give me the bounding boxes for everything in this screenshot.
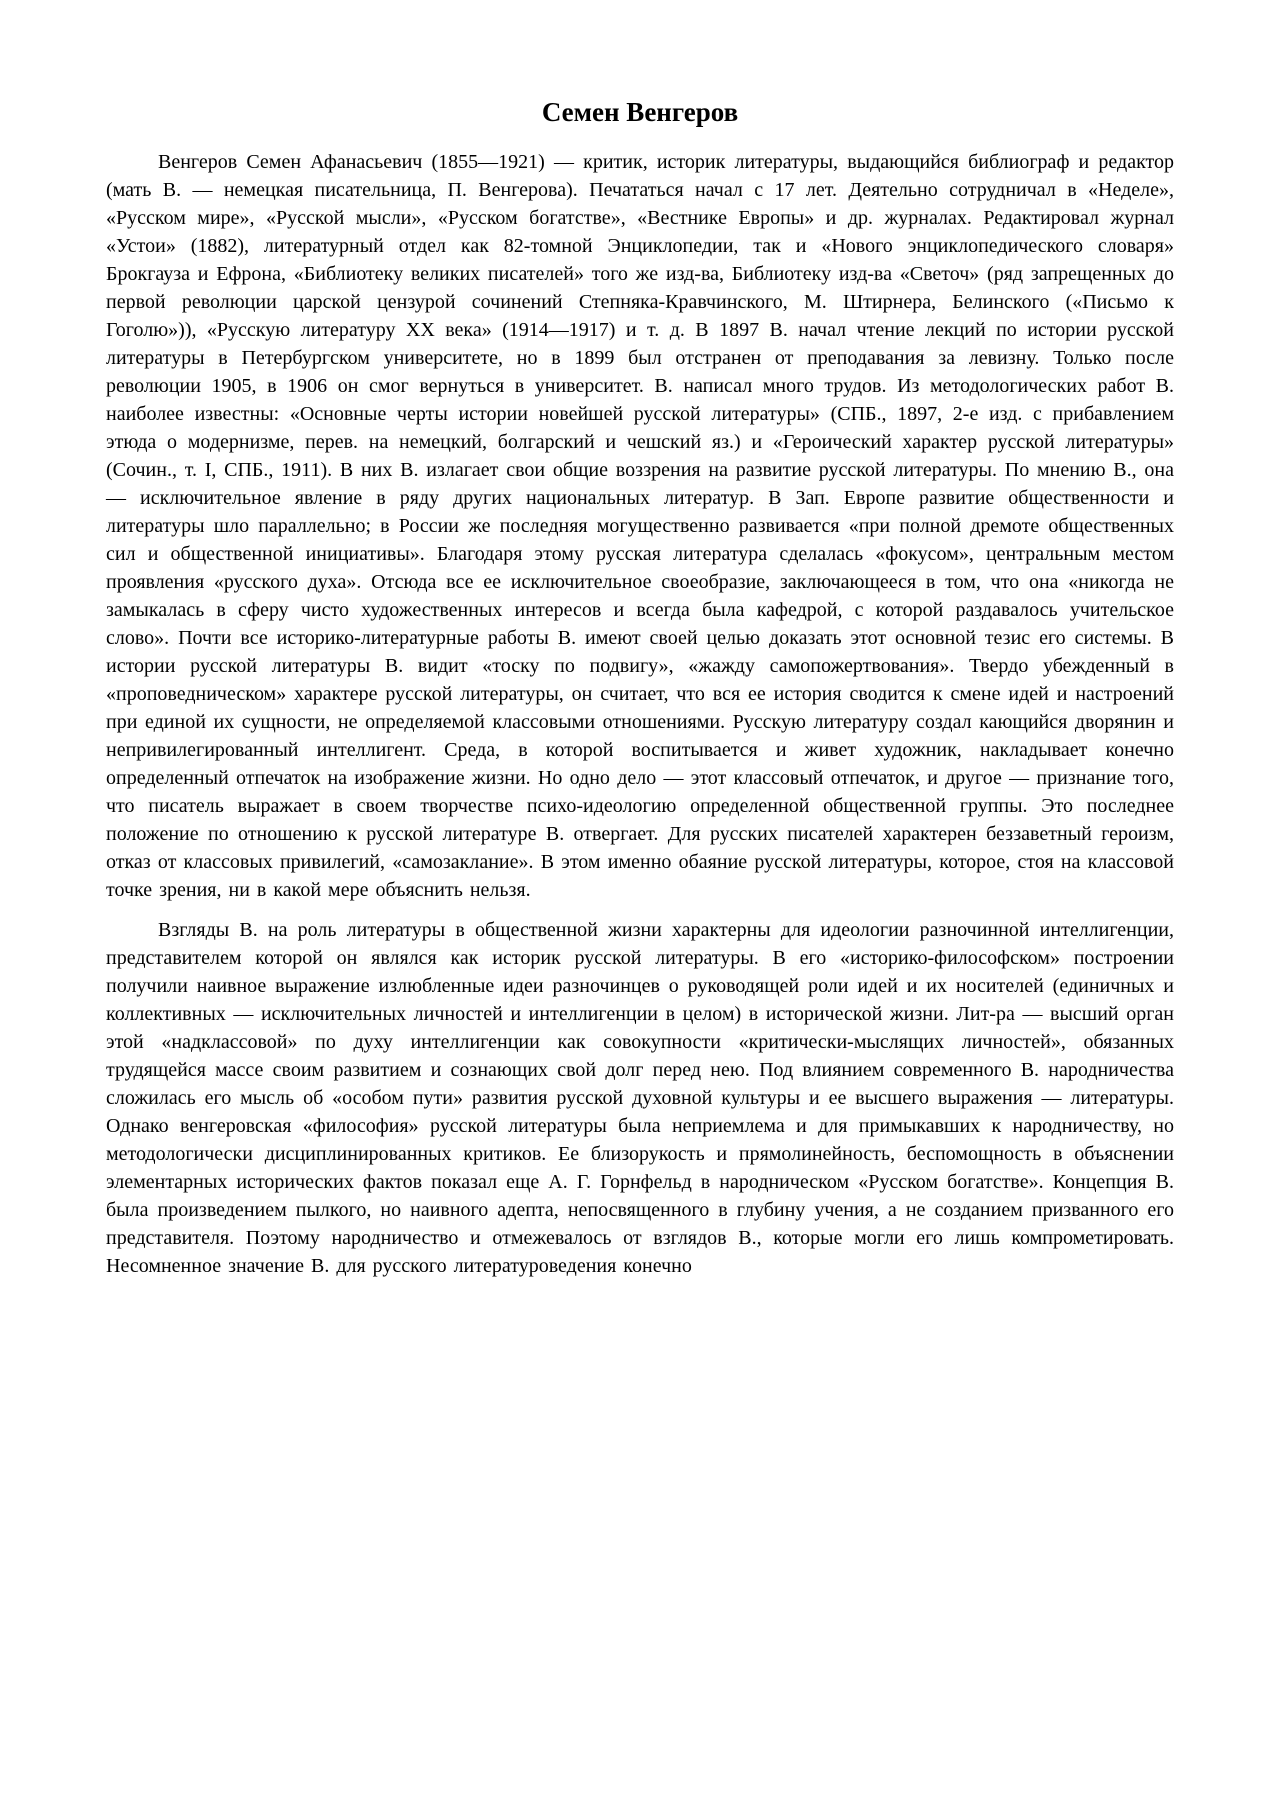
page-title: Семен Венгеров [541,97,739,127]
paragraph-biography: Венгеров Семен Афанасьевич (1855—1921) — критик, историк литературы, выдающийся библиограф и редактор (мать В. — немецкая писательница, П. Венгерова). Печататься начал с 17 лет. Деятельно сотрудничал в «Неделе», «Русском мире», «Русской мысли», «Русском богатстве», «Вестнике Европы» и др. журналах. Редактировал журнал «Устои» (1882), литературный отдел как 82-томной Энциклопедии, так и «Нового энциклопедического словаря» Брокгауза и Ефрона, «Библиотеку великих писателей» того же изд-ва, Библиотеку изд-ва «Светоч» (ряд запрещенных до первой революции царской цензурой сочинений Степняка-Кравчинского, М. Штирнера, Белинского («Письмо к Гоголю»)), «Русскую литературу XX века» (1914—1917) и т. д. В 1897 В. начал чтение лекций по истории русской литературы в Петербургском университете, но в 1899 был отстранен от преподавания за левизну. Только после революции 1905, в 1906 он смог вернуться в университет. В. написал много трудов. Из методологических работ В. наиболее известны: «Основные черты истории новейшей русской литературы» (СПБ., 1897, 2-е изд. с прибавлением этюда о модернизме, перев. на немецкий, болгарский и чешский яз.) и «Героический характер русской литературы» (Сочин., т. I, СПБ., 1911). В них В. излагает свои общие воззрения на развитие русской литературы. По мнению В., она — исключительное явление в ряду других национальных литератур. В Зап. Европе развитие общественности и литературы шло параллельно; в России же последняя могущественно развивается «при полной дремоте общественных сил и общественной инициативы». Благодаря этому русская литература сделалась «фокусом», центральным местом проявления «русского духа». Отсюда все ее исключительное своеобразие, заключающееся в том, что она «никогда не замыкалась в сферу чисто художественных интересов и всегда была кафедрой, с которой раздавалось учительское слово». Почти все историко-литературные работы В. имеют своей целью доказать этот основной тезис его системы. В истории русской литературы В. видит «тоску по подвигу», «жажду самопожертвования». Твердо убежденный в «проповедническом» характере русской литературы, он считает, что вся ее история сводится к смене идей и настроений при единой их сущности, не определяемой классовыми отношениями. Русскую литературу создал кающийся дворянин и непривилегированный интеллигент. Среда, в которой воспитывается и живет художник, накладывает конечно определенный отпечаток на изображение жизни. Но одно дело — этот классовый отпечаток, и другое — признание того, что писатель выражает в своем творчестве психо-идеологию определенной общественной группы. Это последнее положение по отношению к русской литературе В. отвергает. Для русских писателей характерен беззаветный героизм, отказ от классовых привилегий, «самозаклание». В этом именно обаяние русской литературы, которое, стоя на классовой точке зрения, ни в какой мере объяснить нельзя. [106,151,1174,901]
paragraph-views: Взгляды В. на роль литературы в общественной жизни характерны для идеологии разночинной интеллигенции, представителем которой он являлся как историк русской литературы. В его «историко-философском» построении получили наивное выражение излюбленные идеи разночинцев о руководящей роли идей и их носителей (единичных и коллективных — исключительных личностей и интеллигенции в целом) в исторической жизни. Лит-ра — высший орган этой «надклассовой» по духу интеллигенции как совокупности «критически-мыслящих личностей», обязанных трудящейся массе своим развитием и сознающих свой долг перед нею. Под влиянием современного В. народничества сложилась его мысль об «особом пути» развития русской духовной культуры и ее высшего выражения — литературы. Однако венгеровская «философия» русской литературы была неприемлема и для примыкавших к народничеству, но методологически дисциплинированных критиков. Ее близорукость и прямолинейность, беспомощность в объяснении элементарных исторических фактов показал еще А. Г. Горнфельд в народническом «Русском богатстве». Концепция В. была произведением пылкого, но наивного адепта, непосвященного в глубину учения, а не созданием призванного его представителя. Поэтому народничество и отмежевалось от взглядов В., которые могли его лишь компрометировать. Несомненное значение В. для русского литературоведения конечно [106,919,1174,1277]
